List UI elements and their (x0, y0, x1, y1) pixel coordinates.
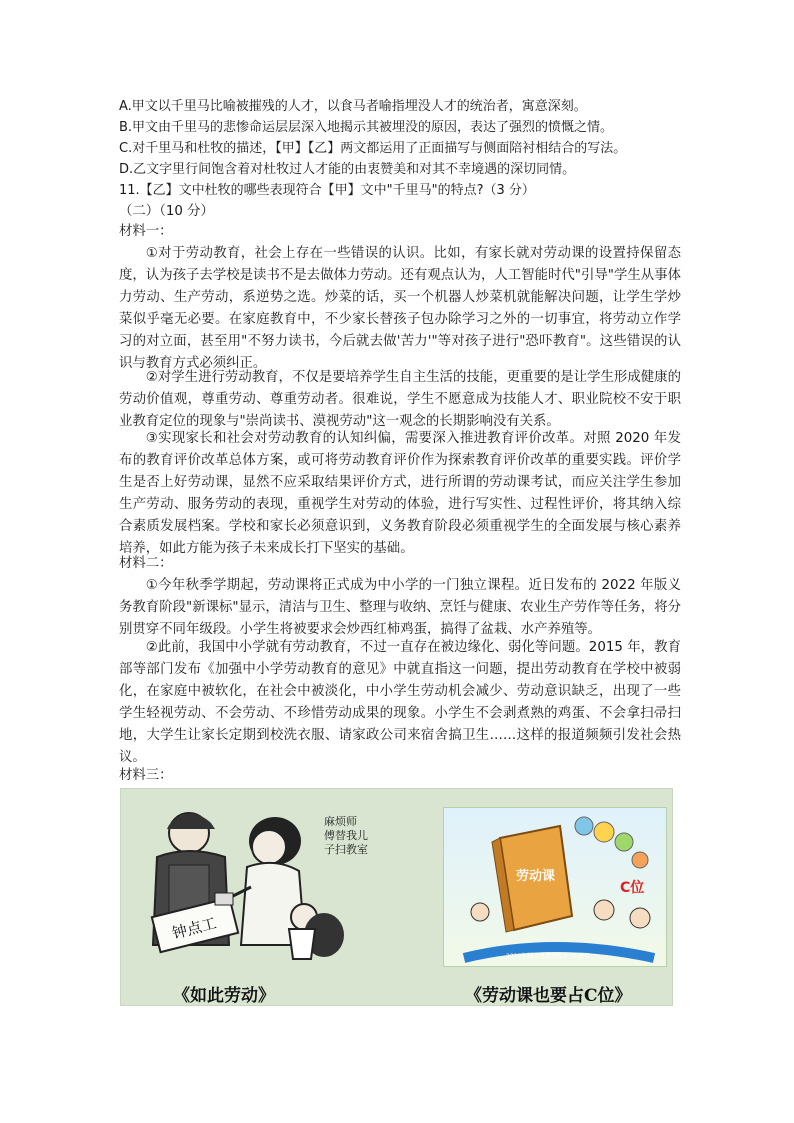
material-1-label: 材料一： (119, 224, 173, 239)
material-2-paragraph-1: ①今年秋季学期起，劳动课将正式成为中小学的一门独立课程。近日发布的 2022 年版义务教育阶段"新课标"显示，清洁与卫生、整理与收纳、烹饪与健康、农业生产劳作等任务，将分别贯穿不同年级段。小学生将被要求会炒西红柿鸡蛋，搞得了盆栽、水产养殖等。 (119, 578, 681, 637)
kid-3-head (471, 903, 489, 921)
material-2-paragraph-2: ②此前，我国中小学就有劳动教育，不过一直存在被边缘化、弱化等问题。2015 年，教育部等部门发布《加强中小学劳动教育的意见》中就直指这一问题，提出劳动教育在学校中被弱化，在家庭中被软化，在社会中被淡化，中小学生劳动机会减少、劳动意识缺乏，出现了一些学生轻视劳动、不会劳动、不珍惜劳动成果的现象。小学生不会剥煮熟的鸡蛋、不会拿扫帚扫地，大学生让家长定期到校洗衣服、请家政公司来宿舍搞卫生……这样的报道频频引发社会热议。 (119, 640, 681, 765)
kid-2-head (630, 908, 650, 928)
icon-bubble-2 (615, 833, 633, 851)
mother-head (252, 830, 286, 864)
material-1-paragraph-1: ①对于劳动教育，社会上存在一些错误的认识。比如，有家长就对劳动课的设置持保留态度，认为孩子去学校是读书不是去做体力劳动。还有观点认为，人工智能时代"引导"学生从事体力劳动、生产劳动，系逆势之选。炒菜的话，买一个机器人炒菜机就能解决问题，让学生学炒菜似乎毫无必要。在家庭教育中，不少家长替孩子包办除学习之外的一切事宜，将劳动立作学习的对立面，甚至用"不努力读书，今后就去做'苦力'"等对孩子进行"恐吓教育"。这些错误的认识与教育方式必须纠正。 (119, 246, 681, 371)
material-2-label: 材料二： (119, 556, 173, 571)
option-d: D.乙文字里行间饱含着对杜牧过人才能的由衷赞美和对其不幸境遇的深切同情。 (119, 162, 576, 177)
cartoon-labor-c-position (443, 807, 667, 967)
sign-text: 钟点工 (170, 914, 219, 943)
cartoon-figure (120, 788, 673, 1006)
icon-bubble-1 (594, 822, 614, 842)
kid-1-head (594, 900, 614, 920)
book-title: 劳动课 (516, 869, 556, 884)
child-body (289, 929, 315, 959)
material-1-paragraph-2: ②对学生进行劳动教育，不仅是要培养学生自主生活的技能，更重要的是让学生形成健康的劳动价值观，尊重劳动、尊重劳动者。很难说，学生不愿意成为技能人才、职业院校不安于职业教育定位的现象与"崇尚读书、漠视劳动"这一观念的长期影响没有关系。 (119, 370, 681, 429)
ribbon-text: 2022年版义务教育阶段"新课标" (506, 953, 593, 960)
worker-cap (167, 813, 215, 829)
question-11: 11.【乙】文中杜牧的哪些表现符合【甲】文中"千里马"的特点?（3 分） (119, 183, 535, 198)
money (215, 893, 233, 905)
cartoon-2-art (444, 808, 666, 966)
material-1-paragraph-3: ③实现家长和社会对劳动教育的认知纠偏，需要深入推进教育评价改革。对照 2020 年发布的教育评价改革总体方案，或可将劳动教育评价作为探索教育评价改革的重要实践。评价学生是否上好劳动课，显然不应采取结果评价方式，进行所谓的劳动课考试，而应关注学生参加生产劳动、服务劳动的表现，重视学生对劳动的体验，进行写实性、过程性评价，将其纳入综合素质发展档案。学校和家长必须意识到，义务教育阶段必须重视学生的全面发展与核心素养培养，如此方能为孩子未来成长打下坚实的基础。 (119, 431, 681, 556)
caption-such-labor: 《如此劳动》 (173, 986, 275, 1006)
option-a: A.甲文以千里马比喻被摧残的人才，以食马者喻指埋没人才的统治者，寓意深刻。 (119, 99, 587, 114)
cartoon-such-labor (129, 795, 389, 975)
icon-bubble-4 (632, 852, 648, 868)
speech-text: 麻烦师 傅替我儿 子扫教室 (324, 815, 368, 856)
c-position-badge: C位 (620, 880, 645, 896)
option-b: B.甲文由千里马的悲惨命运层层深入地揭示其被埋没的原因，表达了强烈的愤慨之情。 (119, 120, 614, 135)
material-3-label: 材料三： (119, 768, 173, 783)
section-heading: （二）（10 分） (119, 204, 214, 219)
icon-bubble-3 (575, 817, 593, 835)
caption-labor-c-position: 《劳动课也要占C位》 (465, 986, 632, 1006)
option-c: C.对千里马和杜牧的描述，【甲】【乙】两文都运用了正面描写与侧面陪衬相结合的写法。 (119, 141, 627, 156)
